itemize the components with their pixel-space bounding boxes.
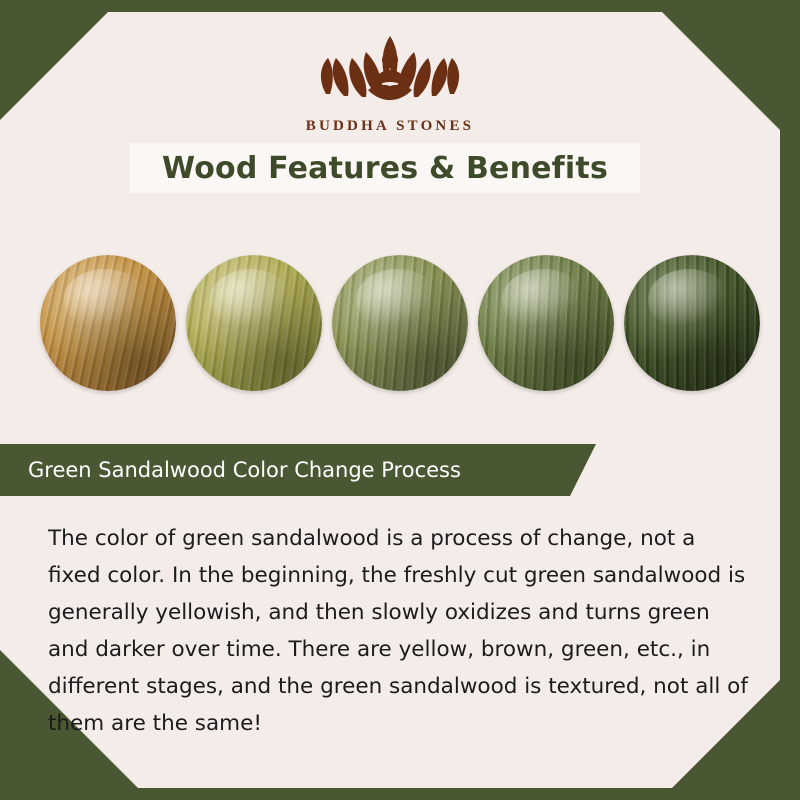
bead-highlight: [648, 269, 730, 330]
brand-logo: [0, 22, 780, 135]
lotus-meditation-icon: [300, 22, 480, 114]
bead-highlight: [502, 269, 584, 330]
bead-stage-5: [624, 255, 760, 391]
bead-stage-2: [186, 255, 322, 391]
bead-highlight: [356, 269, 438, 330]
bead-stage-4: [478, 255, 614, 391]
bead-highlight: [64, 269, 146, 330]
page-title: Wood Features & Benefits: [161, 150, 609, 186]
bead-highlight: [210, 269, 292, 330]
page-title-bar: [130, 143, 640, 193]
brand-name: BUDDHA STONES: [305, 118, 475, 134]
bead-stage-3: [332, 255, 468, 391]
section-label: Green Sandalwood Color Change Process: [28, 458, 461, 482]
body-paragraph: The color of green sandalwood is a process of change, not a fixed color. In the beginning, the freshly cut green sandalwood is generally yellowish, and then slowly oxidizes and turns green and darker over time. There are yellow, brown, green, etc., in different stages, and the green sandalwood is textured, not all of them are the same!: [48, 526, 748, 736]
bead-stage-1: [40, 255, 176, 391]
bead-color-stages: [40, 253, 760, 393]
section-label-ribbon: [0, 444, 570, 496]
